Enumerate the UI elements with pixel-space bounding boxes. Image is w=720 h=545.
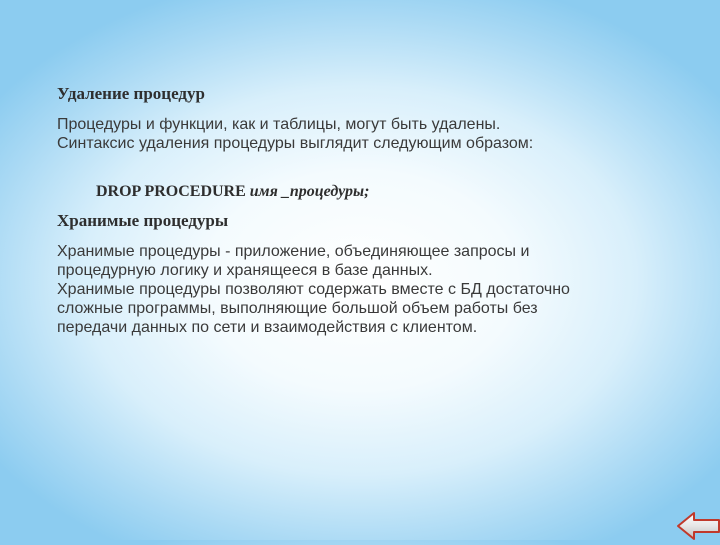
paragraph-line: сложные программы, выполняющие большой объем работы без bbox=[57, 300, 538, 317]
back-button[interactable] bbox=[676, 508, 720, 540]
section-heading-stored-procedures: Хранимые процедуры bbox=[57, 211, 229, 230]
syntax-argument: имя _процедуры; bbox=[249, 183, 370, 200]
paragraph-line: Процедуры и функции, как и таблицы, могут быть удалены. bbox=[57, 116, 501, 133]
paragraph-line: передачи данных по сети и взаимодействия с клиентом. bbox=[57, 319, 478, 336]
arrow-left-icon bbox=[676, 508, 720, 540]
section-paragraph-delete bbox=[57, 115, 667, 153]
section-paragraph-stored bbox=[57, 242, 667, 337]
paragraph-line: Хранимые процедуры позволяют содержать вместе с БД достаточно bbox=[57, 281, 570, 298]
section-heading-delete-procedures: Удаление процедур bbox=[57, 84, 205, 103]
paragraph-line: Хранимые процедуры - приложение, объединяющее запросы и bbox=[57, 243, 530, 260]
syntax-example bbox=[96, 183, 667, 201]
slide-content bbox=[57, 84, 667, 337]
syntax-keyword: DROP PROCEDURE bbox=[96, 183, 250, 200]
paragraph-line: процедурную логику и хранящееся в базе данных. bbox=[57, 262, 433, 279]
paragraph-line: Синтаксис удаления процедуры выглядит следующим образом: bbox=[57, 135, 534, 152]
